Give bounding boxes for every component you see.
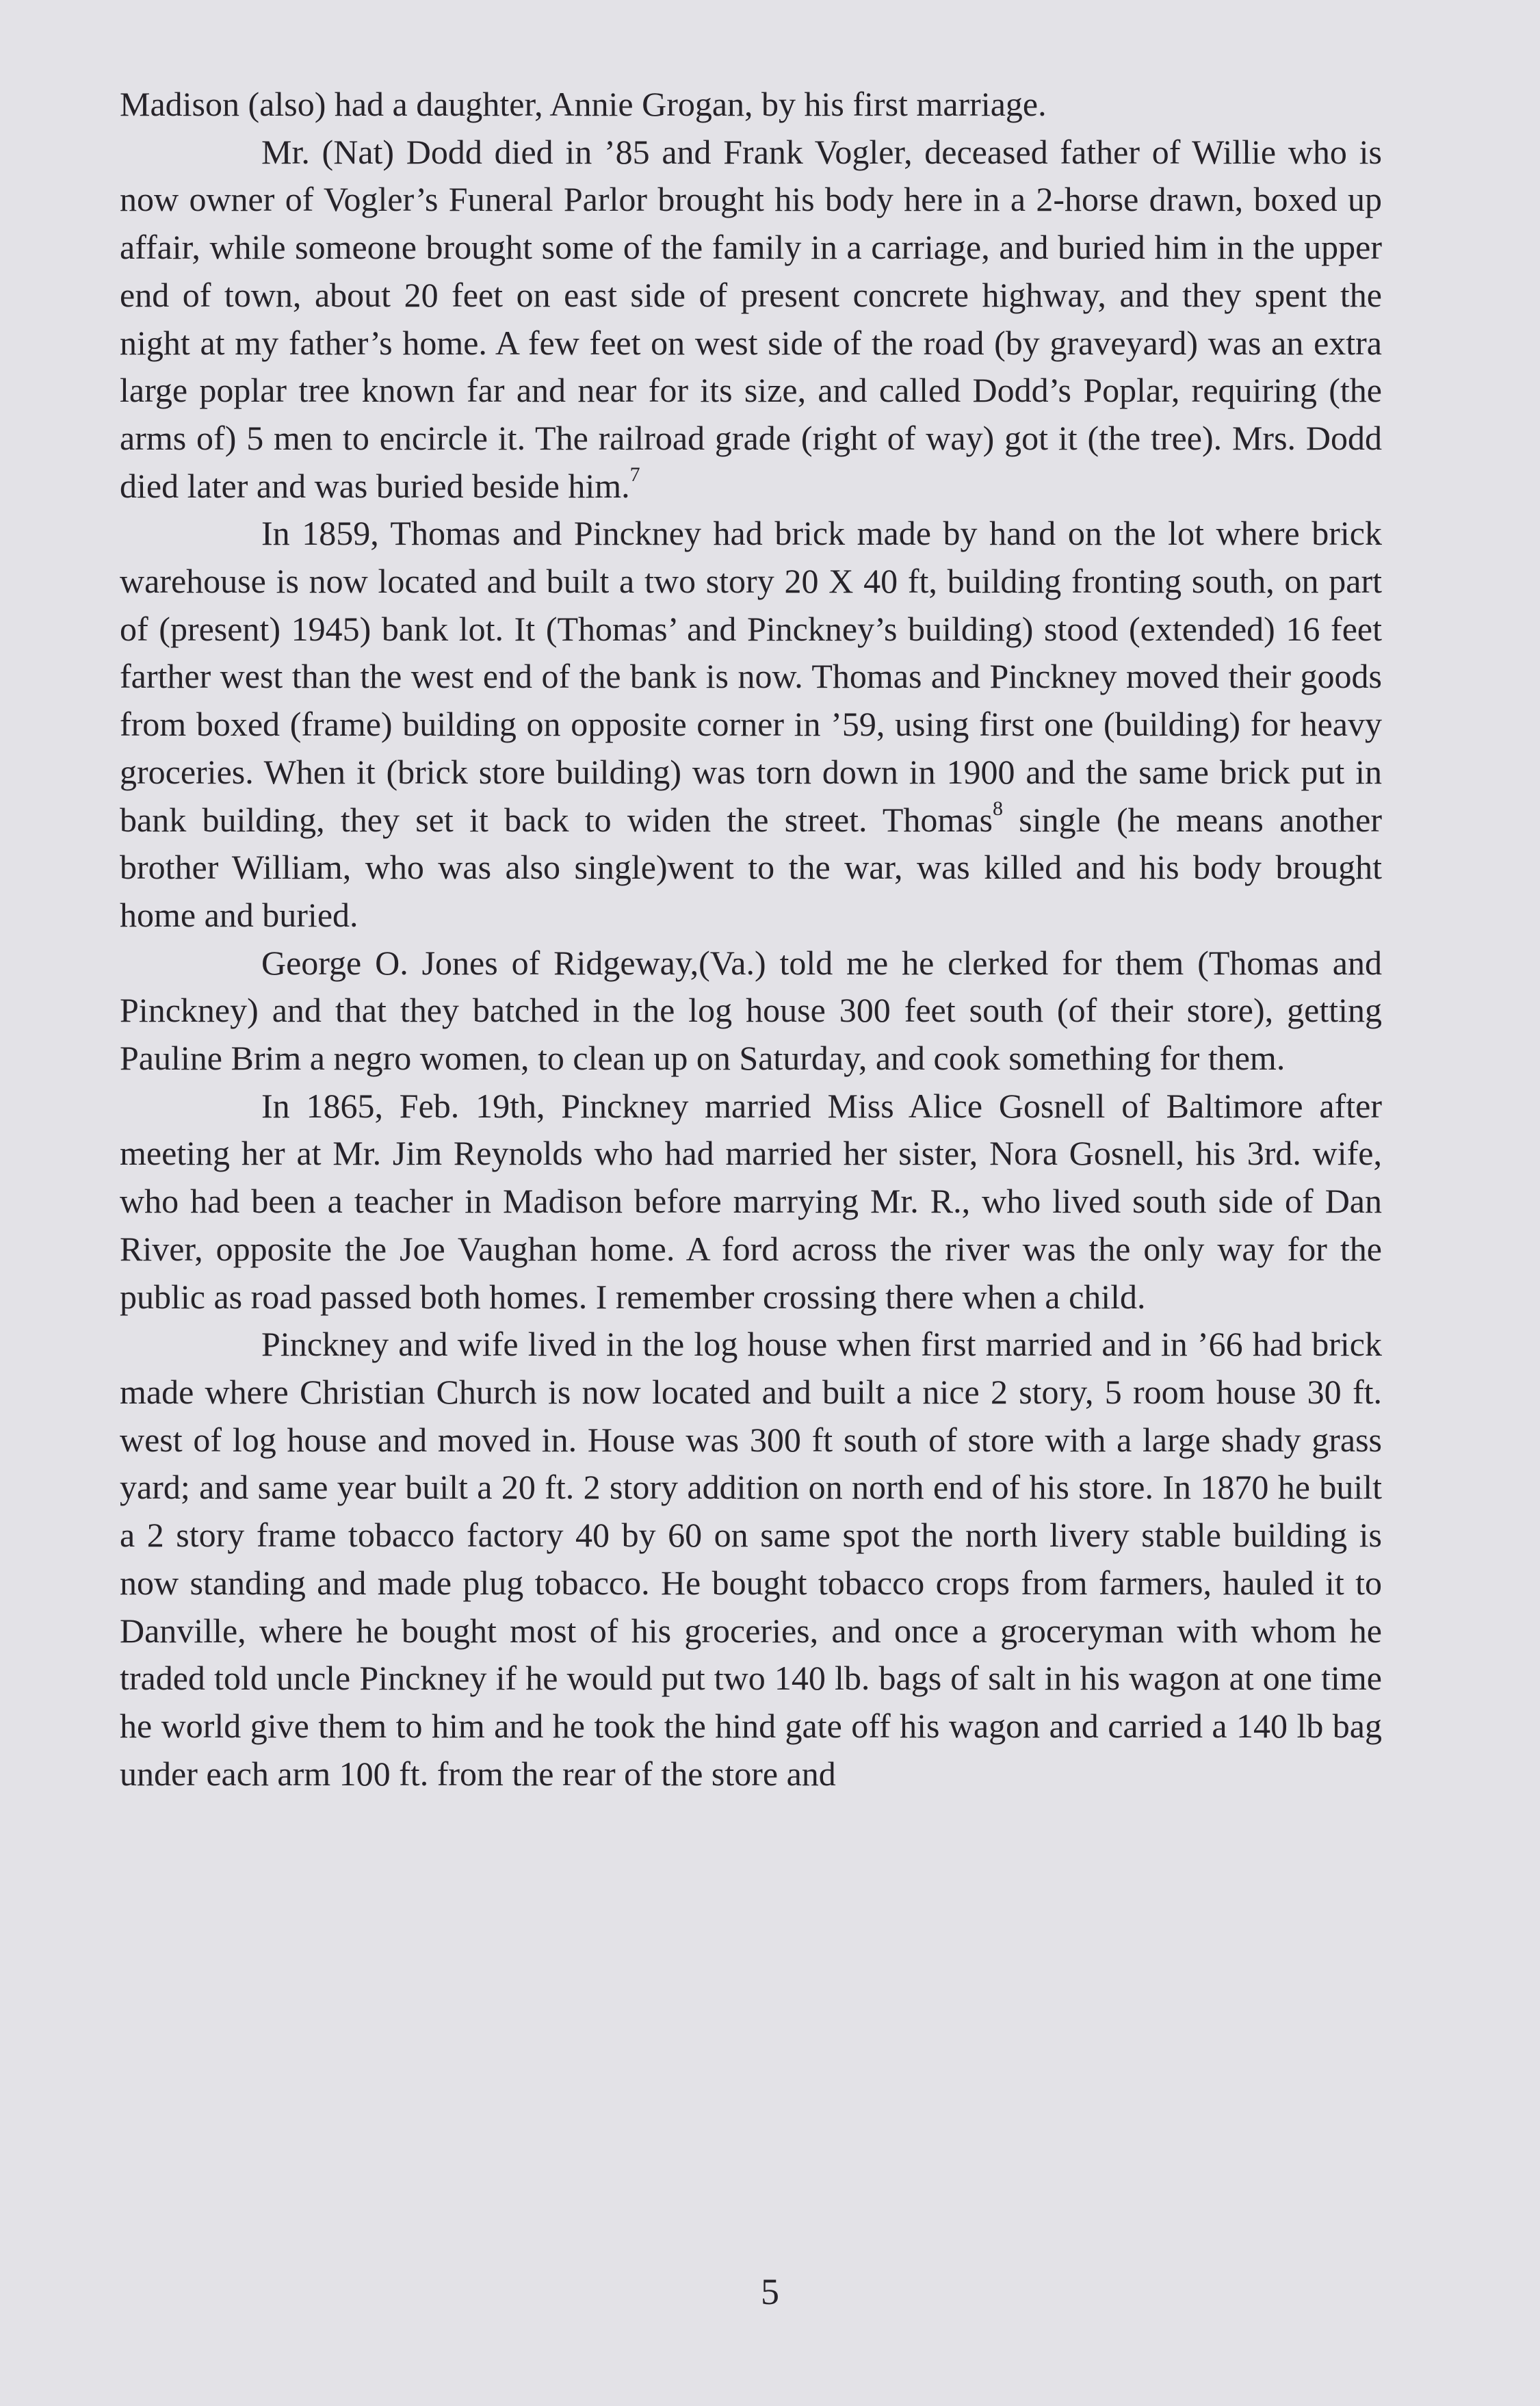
paragraph-1 [120, 81, 1382, 129]
footnote-marker-8: 8 [992, 797, 1003, 820]
paragraph-1-text: Madison (also) had a daughter, Annie Grogan, by his first marriage. [120, 85, 1047, 123]
paragraph-6-text: Pinckney and wife lived in the log house when first married and in ’66 had brick made where Christian Church is now located and built a nice 2 story, 5 room house 30 ft. west of log house and moved in. House was 300 ft south of store with a large shady grass yard; and same year built a 20 ft. 2 story addition on north end of his store. In 1870 he built a 2 story frame tobacco factory 40 by 60 on same spot the north livery stable building is now standing and made plug tobacco. He bought tobacco crops from farmers, hauled it to Danville, where he bought most of his groceries, and once a groceryman with whom he traded told uncle Pinckney if he would put two 140 lb. bags of salt in his wagon at one time he world give them to him and he took the hind gate off his wagon and carried a 140 lb bag under each arm 100 ft. from the rear of the store and [120, 1325, 1382, 1793]
paragraph-2-text: Mr. (Nat) Dodd died in ’85 and Frank Vogler, deceased father of Willie who is now owner of Vogler’s Funeral Parlor brought his body here in a 2-horse drawn, boxed up affair, while someone brought some of the family in a carriage, and buried him in the upper end of town, about 20 feet on east side of present concrete highway, and they spent the night at my father’s home. A few feet on west side of the road (by graveyard) was an extra large poplar tree known far and near for its size, and called Dodd’s Poplar, requiring (the arms of) 5 men to encircle it. The railroad grade (right of way) got it (the tree). Mrs. Dodd died later and was buried beside him. [120, 132, 1382, 505]
paragraph-6 [120, 1321, 1382, 1798]
paragraph-3-text-b: single (he means another brother William, who was also single)went to the war, was killed and his body brought home and buried. [120, 800, 1382, 934]
paragraph-3-text-a: In 1859, Thomas and Pinckney had brick made by hand on the lot where brick warehouse is now located and built a two story 20 X 40 ft, building fronting south, on part of (present) 1945) bank lot. It (Thomas’ and Pinckney’s building) stood (extended) 16 feet farther west than the west end of the bank is now. Thomas and Pinckney moved their goods from boxed (frame) building on opposite corner in ’59, using first one (building) for heavy groceries. When it (brick store building) was torn down in 1900 and the same brick put in bank building, they set it back to widen the street. Thomas [120, 514, 1382, 839]
paragraph-4-text: George O. Jones of Ridgeway,(Va.) told me he clerked for them (Thomas and Pinckney) and that they batched in the log house 300 feet south (of their store), getting Pauline Brim a negro women, to clean up on Saturday, and cook something for them. [120, 943, 1382, 1078]
paragraph-5-text: In 1865, Feb. 19th, Pinckney married Miss Alice Gosnell of Baltimore after meeting her at Mr. Jim Reynolds who had married her sister, Nora Gosnell, his 3rd. wife, who had been a teacher in Madison before marrying Mr. R., who lived south side of Dan River, opposite the Joe Vaughan home. A ford across the river was the only way for the public as road passed both homes. I remember crossing there when a child. [120, 1086, 1382, 1316]
body-text [120, 81, 1382, 1798]
paragraph-4 [120, 940, 1382, 1083]
paragraph-5 [120, 1083, 1382, 1321]
paragraph-3 [120, 510, 1382, 939]
footnote-marker-7: 7 [629, 463, 640, 486]
page-number: 5 [761, 2271, 779, 2312]
paragraph-2 [120, 129, 1382, 510]
